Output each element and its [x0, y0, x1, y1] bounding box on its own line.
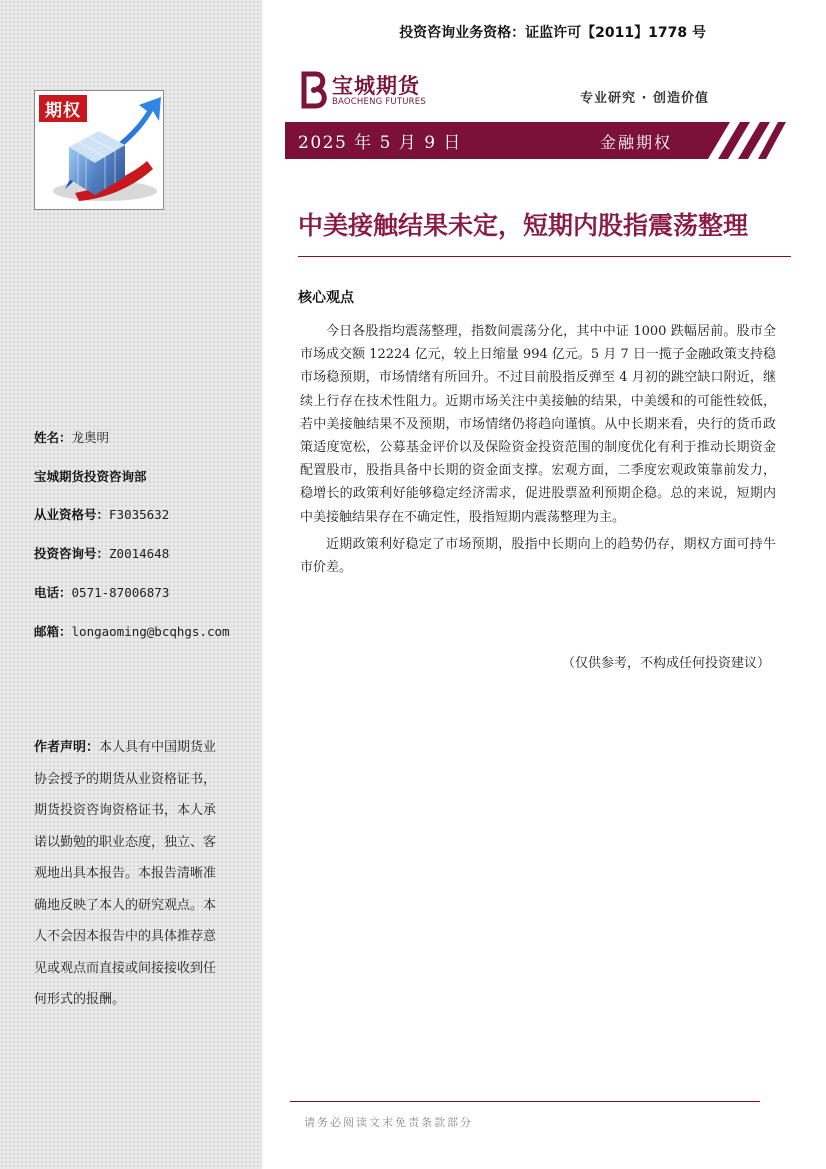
cert-row — [34, 505, 169, 523]
company-logo — [298, 70, 438, 112]
disclaimer: （仅供参考，不构成任何投资建议） — [561, 656, 770, 671]
logo-chinese: 宝城期货 — [332, 73, 420, 98]
analyst-name-row — [34, 428, 109, 446]
report-category: 金融期权 — [600, 133, 673, 152]
phone-number: 0571-87006873 — [71, 585, 170, 600]
email-address: longaoming@bcqhgs.com — [71, 624, 230, 639]
consult-label: 投资咨询号： — [34, 546, 110, 561]
cert-label: 从业资格号： — [34, 507, 110, 522]
sidebar — [0, 0, 262, 1169]
cert-number: F3035632 — [109, 507, 170, 522]
banner-stripes-icon — [706, 122, 786, 159]
email-row — [34, 622, 230, 640]
department-row — [34, 467, 147, 485]
author-statement-label: 作者声明： — [34, 740, 100, 755]
cover-image — [34, 90, 164, 210]
report-title: 中美接触结果未定，短期内股指震荡整理 — [298, 211, 749, 240]
license-text: 投资咨询业务资格：证监许可【2011】1778 号 — [399, 25, 706, 41]
slogan: 专业研究 · 创造价值 — [580, 91, 709, 106]
consult-row — [34, 544, 169, 562]
report-body — [300, 320, 776, 583]
footer-divider — [290, 1101, 760, 1102]
logo-english: BAOCHENG FUTURES — [332, 97, 426, 107]
analyst-name: 龙奥明 — [71, 430, 110, 445]
analyst-name-label: 姓名： — [34, 430, 72, 445]
phone-row — [34, 583, 169, 601]
paragraph: 近期政策利好稳定了市场预期，股指中长期向上的趋势仍存，期权方面可持牛市价差。 — [300, 536, 776, 576]
footer-note: 请务必阅读文末免责条款部分 — [304, 1116, 473, 1129]
baocheng-logo-icon — [298, 70, 330, 110]
report-date: 2025 年 5 月 9 日 — [298, 133, 462, 153]
author-statement — [34, 732, 226, 1016]
title-divider — [298, 256, 791, 257]
paragraph: 今日各股指均震荡整理，指数间震荡分化，其中中证 1000 跌幅居前。股市全市场成交额 12224 亿元，较上日缩量 994 亿元。5 月 7 日一揽子金融政策支持稳市场稳预期，市场情绪有所回升。不过目前股指反弹至 4 月初的跳空缺口附近，继续上行存在技术性阻力。近期市场关注中美接触的结果，中美缓和的可能性较低，若中美接触结果不及预期，市场情绪仍将趋向谨慎。从中长期来看，央行的货币政策适度宽松，公募基金评价以及保险资金投资范围的制度优化有利于推动长期资金配置股市，股指具备中长期的资金面支撑。宏观方面，二季度宏观政策靠前发力，稳增长的政策利好能够稳定经济需求，促进股票盈利预期企稳。总的来说，短期内中美接触结果存在不确定性，股指短期内震荡整理为主。 — [300, 324, 776, 525]
email-label: 邮箱： — [34, 624, 72, 639]
section-heading: 核心观点 — [298, 290, 354, 306]
department: 宝城期货投资咨询部 — [34, 469, 147, 484]
consult-number: Z0014648 — [109, 546, 170, 561]
phone-label: 电话： — [34, 585, 72, 600]
cover-tag: 期权 — [39, 95, 87, 122]
author-statement-text: 本人具有中国期货业协会授予的期货从业资格证书，期货投资咨询资格证书，本人承诺以勤勉的职业态度，独立、客观地出具本报告。本报告清晰准确地反映了本人的研究观点。本人不会因本报告中的具体推荐意见或观点而直接或间接接收到任何形式的报酬。 — [34, 740, 217, 1007]
